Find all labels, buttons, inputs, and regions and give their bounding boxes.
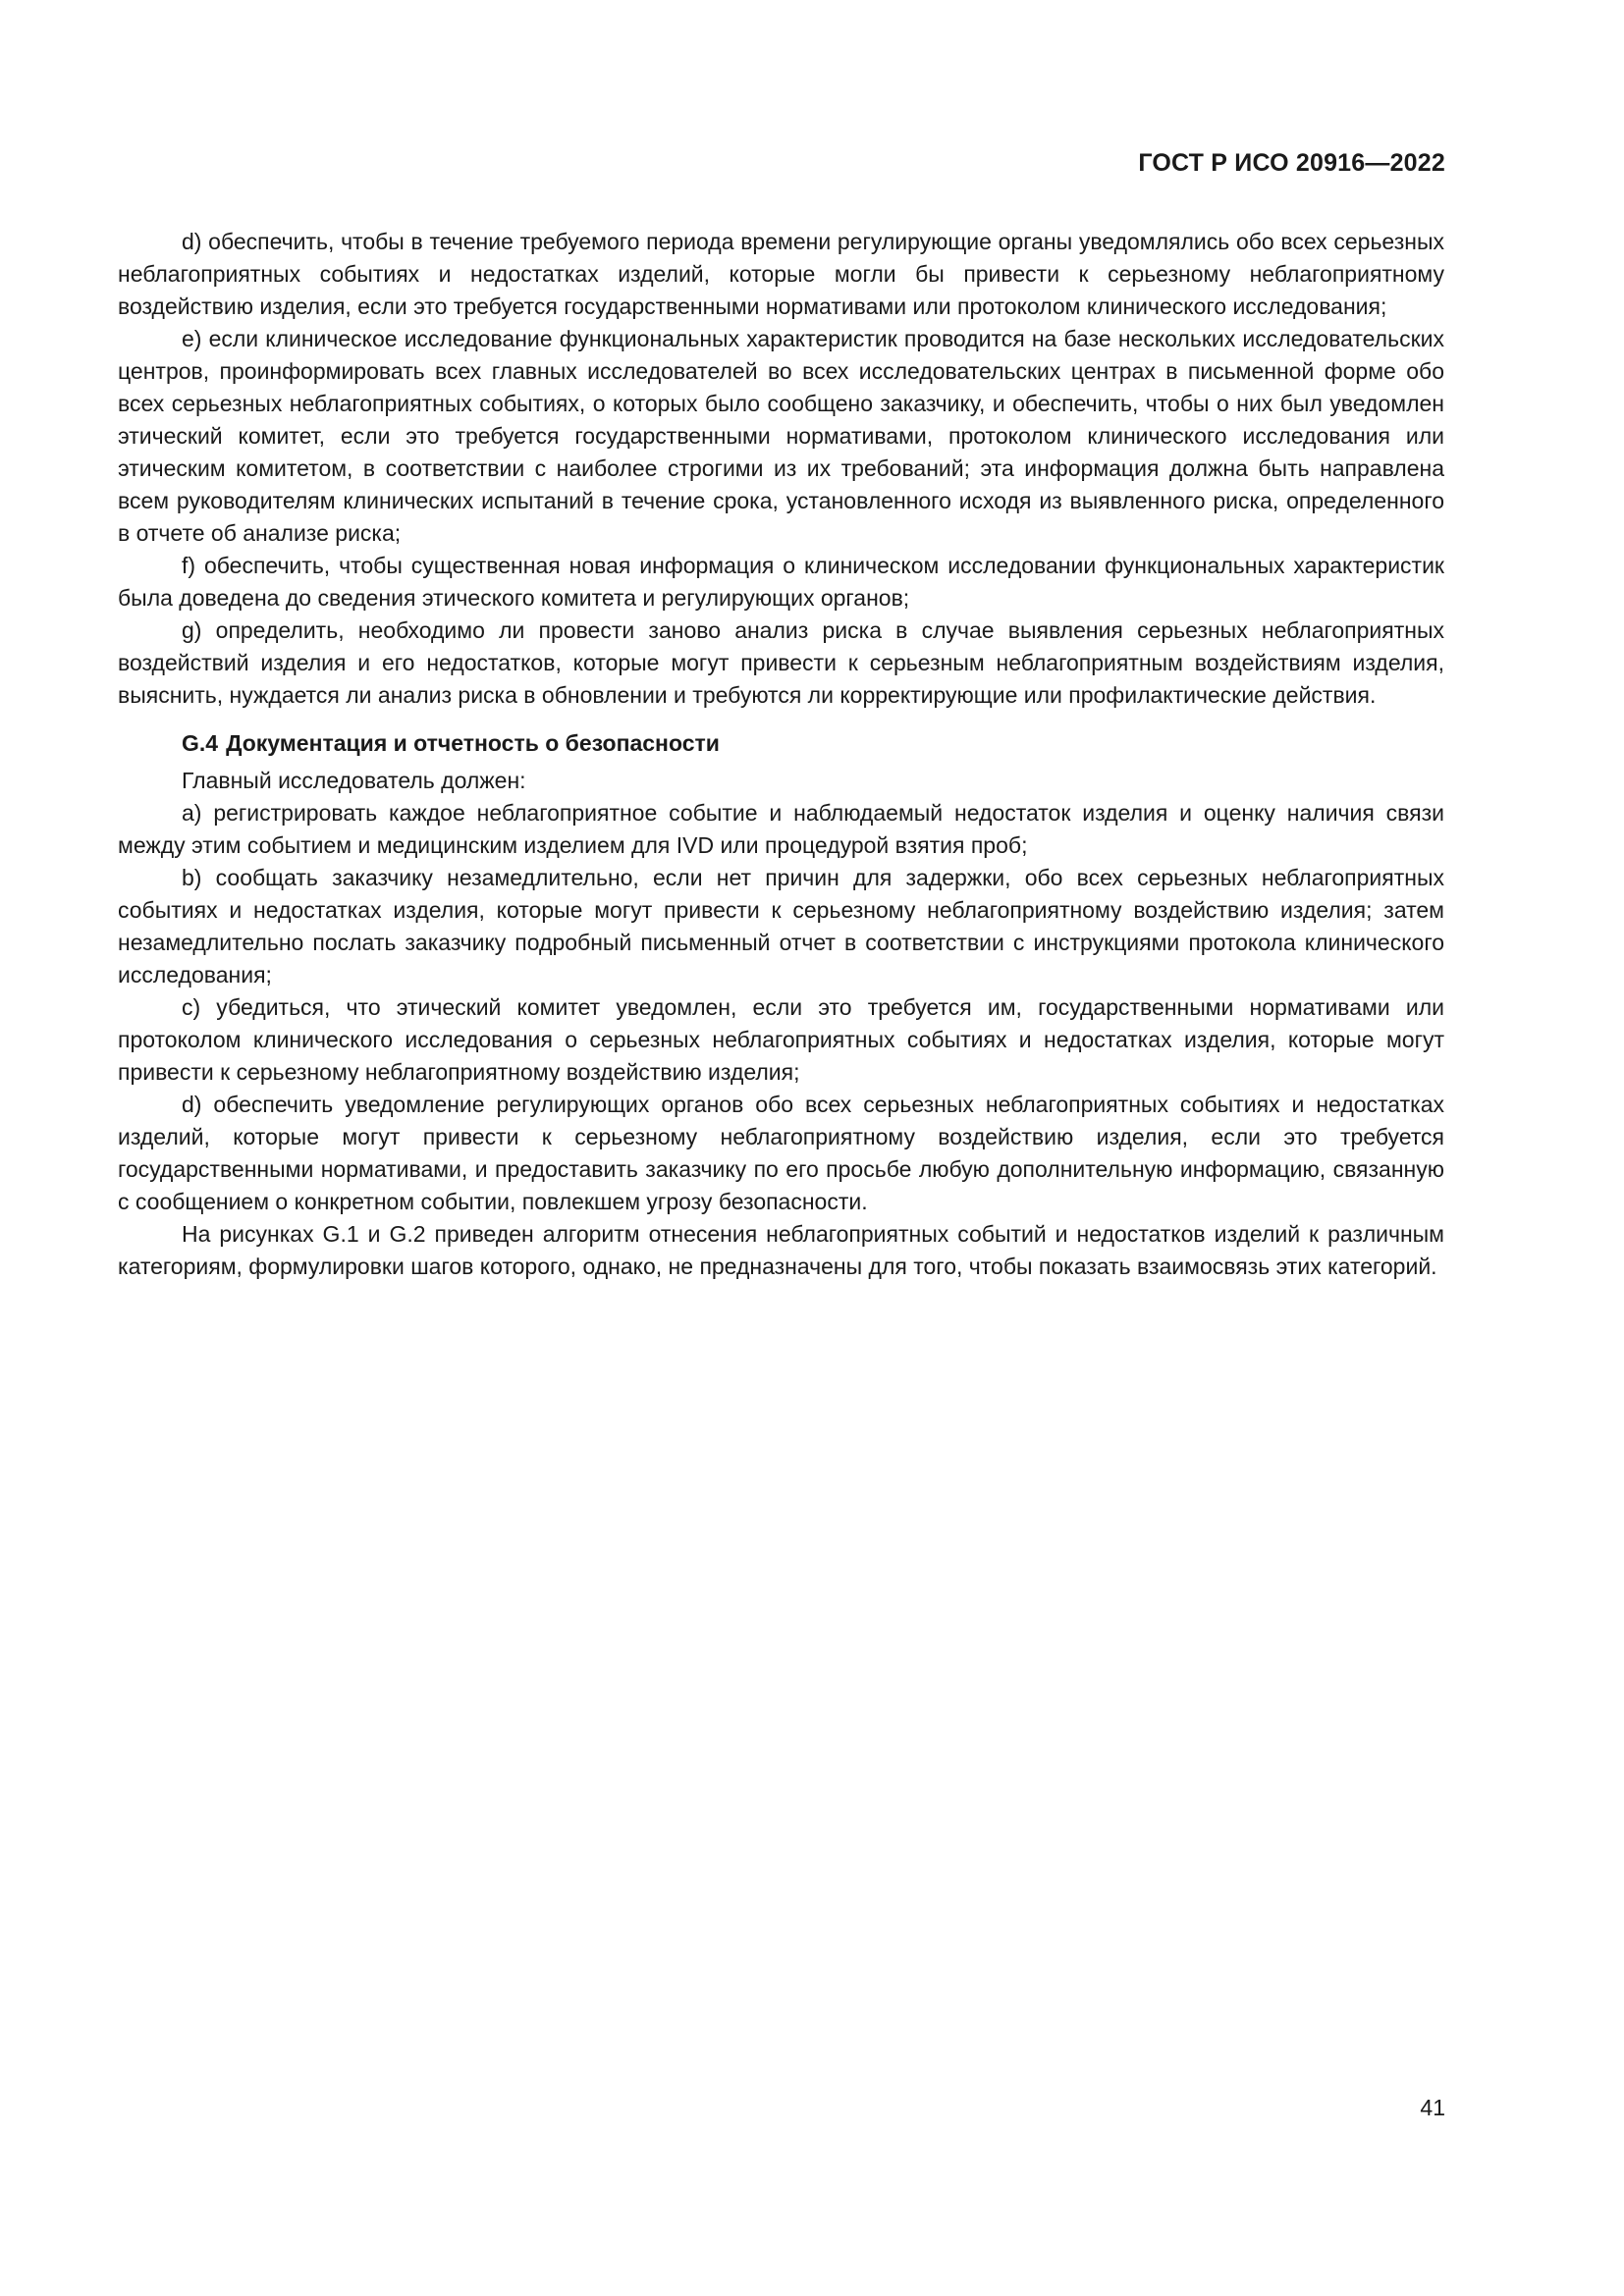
section-number: G.4 xyxy=(182,730,219,756)
document-standard-header: ГОСТ Р ИСО 20916—2022 xyxy=(1138,149,1445,177)
paragraph-item-d-top: d) обеспечить, чтобы в течение требуемого периода времени регулирующие органы уведомлялись обо всех серьезных неблагоприятных событиях и недостатках изделий, которые могли бы привести к серьезному неблагоприятному воздействию изделия, если это требуется государственными нормативами или протоколом клинического исследования; xyxy=(118,229,1444,319)
section-heading xyxy=(118,727,1444,760)
paragraph-figures-note: На рисунках G.1 и G.2 приведен алгоритм отнесения неблагоприятных событий и недостатков изделий к различным категориям, формулировки шагов которого, однако, не предназначены для того, чтобы показать взаимосвязь этих категорий. xyxy=(118,1221,1444,1279)
paragraph-item-d-bottom: d) обеспечить уведомление регулирующих органов обо всех серьезных неблагоприятных событиях и недостатках изделий, которые могут привести к серьезному неблагоприятному воздействию изделия, если это требуется государственными нормативами, и предоставить заказчику по его просьбе любую дополнительную информацию, связанную с сообщением о конкретном событии, повлекшем угрозу безопасности. xyxy=(118,1092,1444,1214)
section-title: Документация и отчетность о безопасности xyxy=(226,730,720,756)
paragraph-item-b: b) сообщать заказчику незамедлительно, если нет причин для задержки, обо всех серьезных неблагоприятных событиях и недостатках изделия, которые могут привести к серьезному неблагоприятному воздействию изделия; затем незамедлительно послать заказчику подробный письменный отчет в соответствии с инструкциями протокола клинического исследования; xyxy=(118,865,1444,988)
paragraph-intro: Главный исследователь должен: xyxy=(182,768,526,793)
paragraph-item-a: a) регистрировать каждое неблагоприятное событие и наблюдаемый недостаток изделия и оценку наличия связи между этим событием и медицинским изделием для IVD или процедурой взятия проб; xyxy=(118,800,1444,858)
paragraph-item-f: f) обеспечить, чтобы существенная новая информация о клиническом исследовании функциональных характеристик была доведена до сведения этического комитета и регулирующих органов; xyxy=(118,553,1444,611)
page-number: 41 xyxy=(1420,2095,1445,2120)
paragraph-item-c: c) убедиться, что этический комитет уведомлен, если это требуется им, государственными нормативами или протоколом клинического исследования о серьезных неблагоприятных событиях и недостатках изделия, которые могут привести к серьезному неблагоприятному воздействию изделия; xyxy=(118,994,1444,1085)
paragraph-item-g: g) определить, необходимо ли провести заново анализ риска в случае выявления серьезных неблагоприятных воздействий изделия и его недостатков, которые могут привести к серьезным неблагоприятным воздействиям изделия, выяснить, нуждается ли анализ риска в обновлении и требуются ли корректирующие или профилактические действия. xyxy=(118,617,1444,708)
document-body xyxy=(118,226,1444,1283)
paragraph-item-e: e) если клиническое исследование функциональных характеристик проводится на базе нескольких исследовательских центров, проинформировать всех главных исследователей во всех исследовательских центрах в письменной форме обо всех серьезных неблагоприятных событиях, о которых было сообщено заказчику, и обеспечить, чтобы о них был уведомлен этический комитет, если это требуется государственными нормативами, протоколом клинического исследования или этическим комитетом, в соответствии с наиболее строгими из их требований; эта информация должна быть направлена всем руководителям клинических испытаний в течение срока, установленного исходя из выявленного риска, определенного в отчете об анализе риска; xyxy=(118,326,1444,546)
